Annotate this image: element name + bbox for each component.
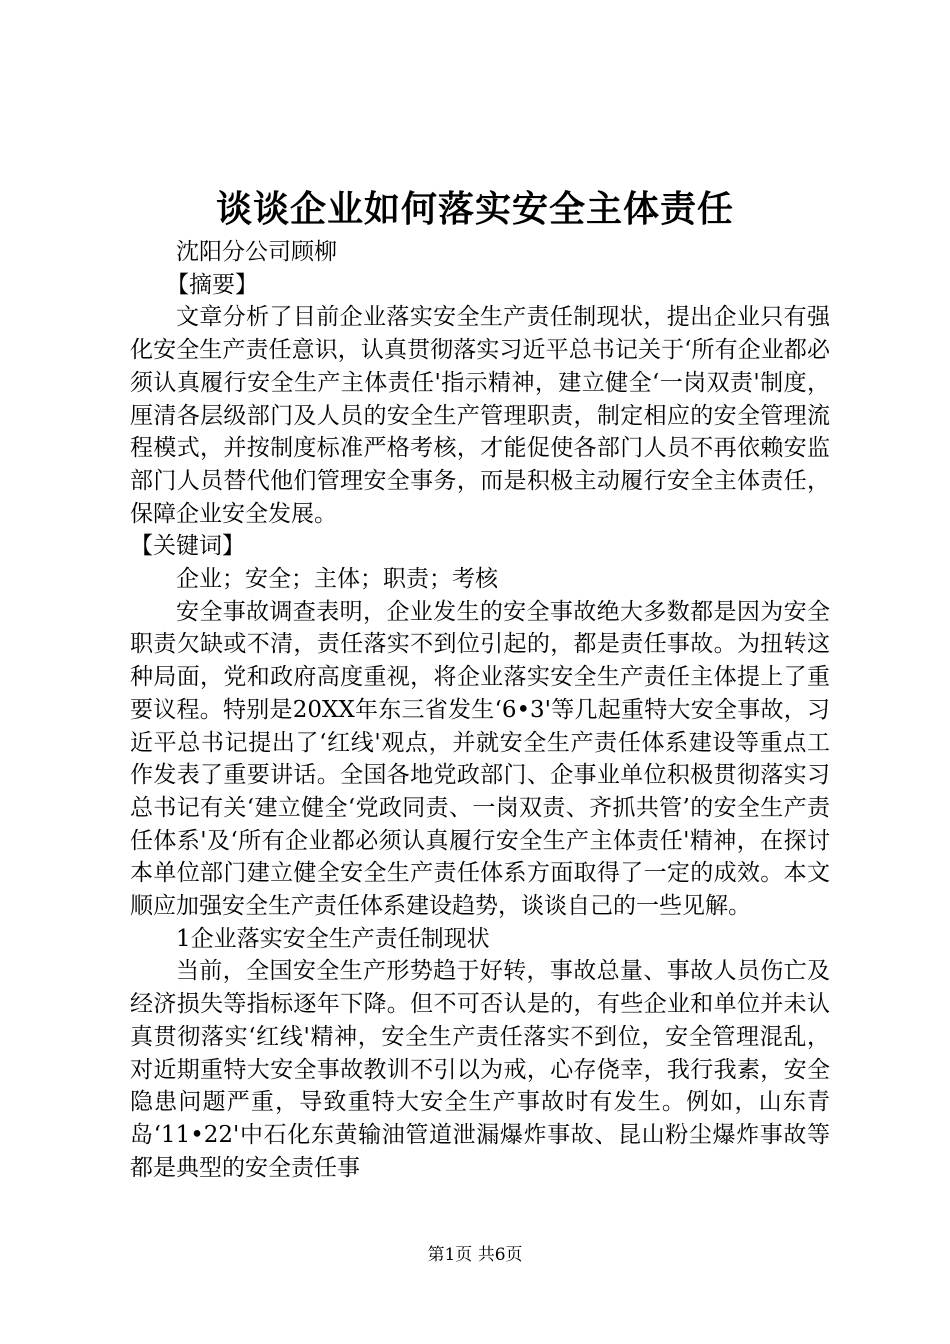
keywords-text: 企业；安全；主体；职责；考核 (176, 566, 498, 593)
author-line: 沈阳分公司顾柳 (176, 239, 337, 265)
keywords-label: 【关键词】 (130, 533, 245, 560)
abstract-label: 【摘要】 (166, 271, 258, 298)
abstract-paragraph: 文章分析了目前企业落实安全生产责任制现状，提出企业只有强化安全生产责任意识，认真贯彻落实习近平总书记关于‘所有企业都必须认真履行安全生产主体责任'指示精神，建立健全‘一岗双责'制度，厘清各层级部门及人员的安全生产管理职责，制定相应的安全管理流程模式，并按制度标准严格考核，才能促使各部门人员不再依赖安监部门人员替代他们管理安全事务，而是积极主动履行安全主体责任，保障企业安全发展。 (130, 304, 830, 527)
body-paragraph: 安全事故调查表明，企业发生的安全事故绝大多数都是因为安全职责欠缺或不清，责任落实不到位引起的，都是责任事故。为扭转这种局面，党和政府高度重视，将企业落实安全生产责任主体提上了重要议程。特别是20XX年东三省发生‘6•3'等几起重特大安全事故，习近平总书记提出了‘红线'观点，并就安全生产责任体系建设等重点工作发表了重要讲话。全国各地党政部门、企事业单位积极贯彻落实习总书记有关‘建立健全‘党政同责、一岗双责、齐抓共管’的安全生产责任体系'及‘所有企业都必须认真履行安全生产主体责任'精神，在探讨本单位部门建立健全安全生产责任体系方面取得了一定的成效。本文顺应加强安全生产责任体系建设趋势，谈谈自己的一些见解。 (130, 598, 830, 920)
section-heading: 1企业落实安全生产责任制现状 (176, 925, 490, 952)
page-footer: 第1页 共6页 (427, 1245, 523, 1265)
body-paragraph: 当前，全国安全生产形势趋于好转，事故总量、事故人员伤亡及经济损失等指标逐年下降。但不可否认是的，有些企业和单位并未认真贯彻落实‘红线'精神，安全生产责任落实不到位，安全管理混乱，对近期重特大安全事故教训不引以为戒，心存侥幸，我行我素，安全隐患问题严重，导致重特大安全生产事故时有发生。例如，山东青岛‘11•22'中石化东黄输油管道泄漏爆炸事故、昆山粉尘爆炸事故等都是典型的安全责任事 (130, 958, 830, 1181)
document-title: 谈谈企业如何落实安全主体责任 (215, 188, 734, 230)
document-body (130, 236, 830, 1184)
